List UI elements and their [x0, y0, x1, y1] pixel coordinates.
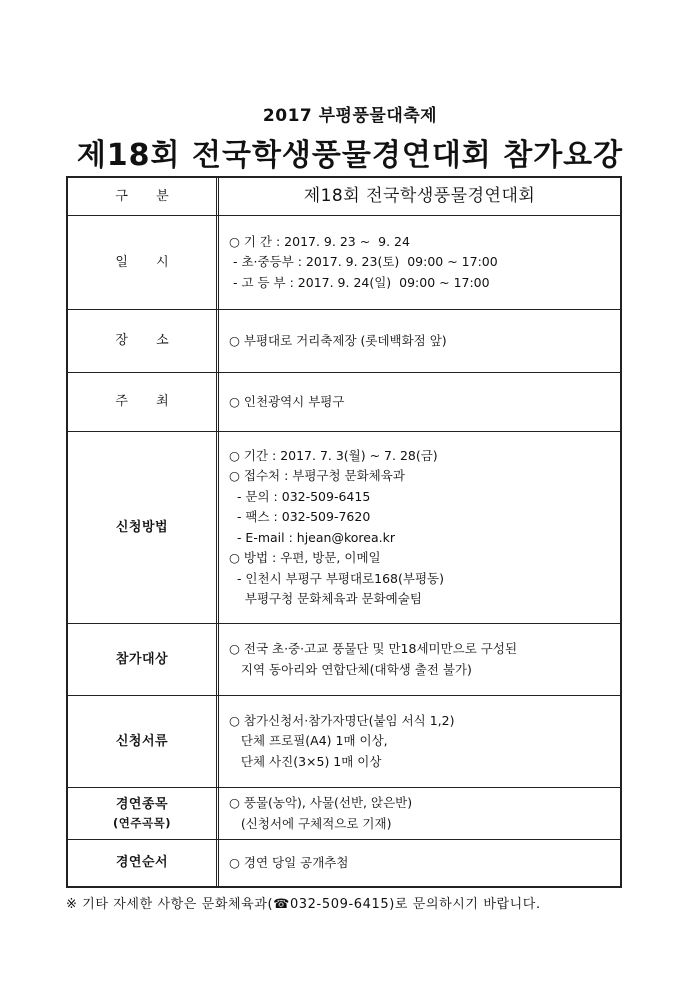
row-line: ○ 기 간 : 2017. 9. 23 ~ 9. 24 [229, 233, 410, 249]
row-line: 단체 프로필(A4) 1매 이상, [229, 733, 388, 749]
row-line: ○ 참가신청서·참가자명단(붙임 서식 1,2) [229, 712, 455, 728]
row-label-main: 경연종목 [115, 796, 169, 812]
row-label: 참가대상 [68, 624, 219, 695]
row-value [219, 624, 620, 695]
row-value [219, 310, 620, 372]
table-header-label: 구 분 [68, 178, 219, 215]
footer-note: ※ 기타 자세한 사항은 문화체육과(☎032-509-6415)로 문의하시기 바랍니다. [66, 897, 541, 912]
row-line: ○ 기간 : 2017. 7. 3(월) ~ 7. 28(금) [229, 447, 438, 463]
row-label: 신청방법 [68, 432, 219, 623]
row-line: - 팩스 : 032-509-7620 [229, 509, 371, 524]
row-line: (신청서에 구체적으로 기재) [229, 815, 392, 831]
row-line: ○ 접수처 : 부평구청 문화체육과 [229, 468, 405, 483]
table-row-eligibility [68, 623, 620, 695]
row-line: ○ 경연 당일 공개추첨 [229, 854, 349, 870]
row-line: ○ 부평대로 거리축제장 (롯데백화점 앞) [229, 332, 447, 348]
row-line: ○ 인천광역시 부평구 [229, 393, 345, 409]
row-label: 주 최 [68, 373, 219, 431]
row-line: - 초·중등부 : 2017. 9. 23(토) 09:00 ~ 17:00 [229, 254, 498, 270]
table-row-host [68, 372, 620, 431]
table-header-row [68, 178, 620, 215]
table-row-schedule [68, 215, 620, 309]
row-line: ○ 전국 초·중·고교 풍물단 및 만18세미만으로 구성된 [229, 641, 518, 656]
row-line: - 문의 : 032-509-6415 [229, 488, 371, 504]
row-value [219, 696, 620, 787]
row-line: - 인천시 부평구 부평대로168(부평동) [229, 570, 444, 586]
row-line: - E-mail : hjean@korea.kr [229, 529, 395, 545]
row-label: 일 시 [68, 216, 219, 309]
row-label [68, 788, 219, 839]
table-header-value: 제18회 전국학생풍물경연대회 [303, 186, 536, 207]
row-value [219, 788, 620, 839]
row-value [219, 840, 620, 886]
row-line: 단체 사진(3×5) 1매 이상 [229, 753, 382, 769]
table-row-documents [68, 695, 620, 787]
row-value [219, 216, 620, 309]
row-line: ○ 풍물(농악), 사물(선반, 앉은반) [229, 795, 413, 810]
table-row-application-method [68, 431, 620, 623]
row-value [219, 432, 620, 623]
table-row-venue [68, 309, 620, 372]
row-line: 부평구청 문화체육과 문화예술팀 [229, 591, 422, 606]
row-value [219, 373, 620, 431]
event-subtitle: 2017 부평풍물대축제 [262, 106, 438, 126]
row-label: 경연순서 [68, 840, 219, 886]
row-line: ○ 방법 : 우편, 방문, 이메일 [229, 550, 381, 565]
info-table [66, 176, 622, 888]
row-line: 지역 동아리와 연합단체(대학생 출전 불가) [229, 661, 472, 677]
row-label: 신청서류 [68, 696, 219, 787]
document-title: 제18회 전국학생풍물경연대회 참가요강 [76, 138, 624, 173]
row-label-sub: (연주곡목) [113, 815, 171, 830]
table-row-categories [68, 787, 620, 839]
table-row-order [68, 839, 620, 886]
row-line: - 고 등 부 : 2017. 9. 24(일) 09:00 ~ 17:00 [229, 274, 490, 290]
row-label: 장 소 [68, 310, 219, 372]
